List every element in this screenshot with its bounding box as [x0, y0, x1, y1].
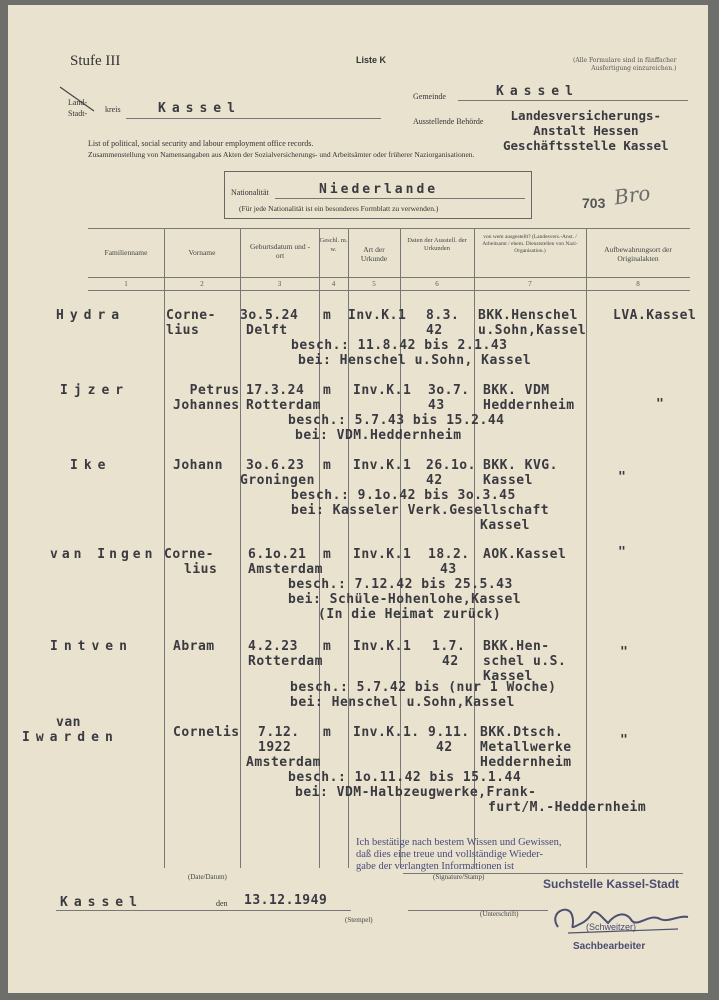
col-num-1: 1 — [124, 280, 128, 288]
record-sex: m — [323, 458, 332, 473]
record-doctype: Inv.K.1 — [353, 458, 412, 473]
land-stadt-label: Land- Stadt- — [68, 98, 88, 118]
record-surname-prefix: van — [56, 715, 81, 730]
record-surname: Hydra — [56, 308, 126, 323]
record-surname: van Ingen — [50, 547, 157, 562]
record-employer: bei: VDM.Heddernheim — [295, 428, 462, 443]
record-docdate: 3o.7. 43 — [428, 383, 470, 413]
record-issuer: BKK. VDM Heddernheim — [483, 383, 575, 413]
record-employer: bei: Henschel u.Sohn, Kassel — [298, 353, 532, 368]
record-employment-period: besch.: 5.7.43 bis 15.2.44 — [288, 413, 505, 428]
col-header-firstname: Vorname — [188, 248, 216, 257]
nationality-box — [224, 171, 532, 219]
record-birthdate: 6.1o.21 — [248, 547, 307, 562]
record-issuer: BKK.Henschel u.Sohn,Kassel — [478, 308, 587, 338]
document-page — [8, 5, 708, 993]
record-sex: m — [323, 383, 332, 398]
col-header-issuer: von wem ausgestellt? (Landesvers.-Anst. / Arbeitsamt / ehem. Dienststellen von Nazi-Organisation.) — [482, 234, 578, 254]
col-header-doctype: Art der Urkunde — [360, 245, 388, 263]
description-german: Zusammenstellung von Namensangaben aus Akten der Sozialversicherungs- und Arbeitsämter oder früherer Naziorganisationen. — [88, 150, 475, 159]
record-birthplace: Amsterdam — [246, 755, 321, 770]
behoerde-value: Landesversicherungs- Anstalt Hessen Geschäftsstelle Kassel — [503, 108, 669, 153]
record-birthplace: Groningen — [240, 473, 315, 488]
footer-date: 13.12.1949 — [244, 893, 328, 908]
record-firstname: Corne- lius — [166, 308, 216, 338]
record-surname: Ike — [70, 458, 112, 473]
office-stamp: Suchstelle Kassel-Stadt — [543, 877, 680, 891]
stufe-label: Stufe III — [70, 53, 121, 69]
record-sex: m — [323, 639, 332, 654]
record-archive: LVA.Kassel — [613, 308, 697, 323]
record-firstname: Johann — [173, 458, 223, 473]
record-doctype: Inv.K.1. — [353, 725, 420, 740]
record-sex: m — [323, 725, 332, 740]
kreis-label: kreis — [105, 105, 121, 114]
record-issuer: BKK. KVG. Kassel — [483, 458, 558, 488]
gemeinde-label: Gemeinde — [413, 92, 446, 101]
date-label: (Date/Datum) — [188, 873, 227, 881]
record-employment-period: besch.: 1o.11.42 bis 15.1.44 — [288, 770, 522, 785]
record-birthplace: Rotterdam — [246, 398, 321, 413]
record-archive: " — [620, 645, 629, 660]
record-remark: (In die Heimat zurück) — [318, 607, 502, 622]
record-firstname: Petrus Johannes — [173, 383, 240, 413]
record-employment-period: besch.: 5.7.42 bis (nur 1 Woche) — [290, 680, 557, 695]
record-employer: bei: Schüle-Hohenlohe,Kassel — [288, 592, 522, 607]
liste-label: Liste K — [356, 55, 387, 65]
record-surname: Intven — [50, 639, 133, 654]
confirmation-text: Ich bestätige nach bestem Wissen und Gewissen, daß dies eine treue und vollständige Wieder- gabe der verlangten Informationen ist — [356, 837, 562, 872]
col-num-5: 5 — [372, 280, 376, 288]
record-sex: m — [323, 308, 332, 323]
record-archive: " — [618, 470, 627, 485]
record-employer: bei: Henschel u.Sohn,Kassel — [290, 695, 515, 710]
record-employment-period: besch.: 11.8.42 bis 2.1.43 — [291, 338, 508, 353]
col-num-6: 6 — [435, 280, 439, 288]
col-num-4: 4 — [331, 280, 336, 288]
nationality-note: (Für jede Nationalität ist ein besonderes Formblatt zu verwenden.) — [239, 204, 439, 213]
col-header-birth: Geburtsdatum und -ort — [250, 242, 310, 260]
record-firstname: Abram — [173, 639, 215, 654]
col-header-sex: Geschl. m. w. — [319, 237, 348, 253]
strike-mark — [58, 85, 98, 115]
col-num-8: 8 — [636, 280, 640, 288]
document-number: 703 — [582, 195, 606, 211]
record-birthdate: 4.2.23 — [248, 639, 298, 654]
record-doctype: Inv.K.1 — [353, 639, 412, 654]
handwritten-signature — [538, 893, 698, 943]
nationality-label: Nationalität — [231, 188, 269, 197]
record-archive: " — [620, 733, 629, 748]
footer-den: den — [216, 899, 228, 908]
record-doctype: Inv.K.1 — [348, 308, 407, 323]
record-employment-period: besch.: 9.1o.42 bis 3o.3.45 — [291, 488, 516, 503]
col-header-surname: Familienname — [104, 248, 148, 257]
record-firstname: Cornelis — [173, 725, 240, 740]
signature-label: (Signature/Stamp) — [433, 873, 485, 881]
gemeinde-value: Kassel — [496, 84, 579, 99]
record-archive: " — [618, 545, 627, 560]
record-issuer: BKK.Dtsch. Metallwerke Heddernheim — [480, 725, 572, 770]
record-birthplace: Rotterdam — [248, 654, 323, 669]
record-doctype: Inv.K.1 — [353, 547, 412, 562]
record-employer: bei: Kasseler Verk.Gesellschaft — [291, 503, 550, 518]
top-right-note: (Alle Formulare sind in fünffacher Ausfertigung einzureichen.) — [573, 57, 677, 72]
record-birthplace: Delft — [246, 323, 288, 338]
col-num-2: 2 — [200, 280, 204, 288]
record-doctype: Inv.K.1 — [353, 383, 412, 398]
record-docdate: 1.7. 42 — [432, 639, 466, 669]
record-birthdate: 3o.6.23 — [246, 458, 305, 473]
record-birthdate: 3o.5.24 — [240, 308, 299, 323]
record-docdate: 26.1o. 42 — [426, 458, 476, 488]
col-num-7: 7 — [528, 280, 532, 288]
record-surname: Iwarden — [22, 730, 119, 745]
record-issuer: AOK.Kassel — [483, 547, 567, 562]
col-header-docdate: Daten der Ausstell. der Urkunden — [407, 237, 467, 252]
behoerde-label: Ausstellende Behörde — [413, 117, 484, 126]
kreis-value: Kassel — [158, 101, 241, 116]
footer-place: Kassel — [60, 895, 143, 910]
col-header-archive: Aufbewahrungsort der Originalakten — [604, 245, 672, 263]
stempel-label: (Stempel) — [345, 916, 373, 924]
record-sex: m — [323, 547, 332, 562]
record-firstname: Corne- lius — [164, 547, 218, 577]
record-docdate: 9.11. 42 — [428, 725, 470, 755]
record-archive: " — [656, 397, 665, 412]
record-birthplace: Amsterdam — [248, 562, 323, 577]
stamp-name: (Schweitzer) — [586, 922, 637, 932]
record-birthdate: 7.12. — [258, 725, 300, 740]
record-birthdate: 17.3.24 — [246, 383, 305, 398]
stamp-role: Sachbearbeiter — [573, 941, 646, 952]
handwritten-mark: Bro — [612, 180, 652, 210]
nationality-value: Niederlande — [319, 182, 439, 197]
record-birthyear: 1922 — [258, 740, 292, 755]
col-num-3: 3 — [277, 280, 282, 288]
record-employment-period: besch.: 7.12.42 bis 25.5.43 — [288, 577, 513, 592]
record-surname: Ijzer — [60, 383, 130, 398]
record-docdate: 8.3. 42 — [426, 308, 460, 338]
record-employer-cont: Kassel — [480, 518, 530, 533]
record-docdate: 18.2. 43 — [428, 547, 470, 577]
record-employer: bei: VDM-Halbzeugwerke,Frank- — [295, 785, 537, 800]
unterschrift-label: (Unterschrift) — [480, 910, 519, 918]
record-employer-cont: furt/M.-Heddernheim — [488, 800, 647, 815]
record-issuer: BKK.Hen- schel u.S. Kassel — [483, 639, 567, 684]
description-english: List of political, social security and labour employment office records. — [88, 139, 314, 148]
